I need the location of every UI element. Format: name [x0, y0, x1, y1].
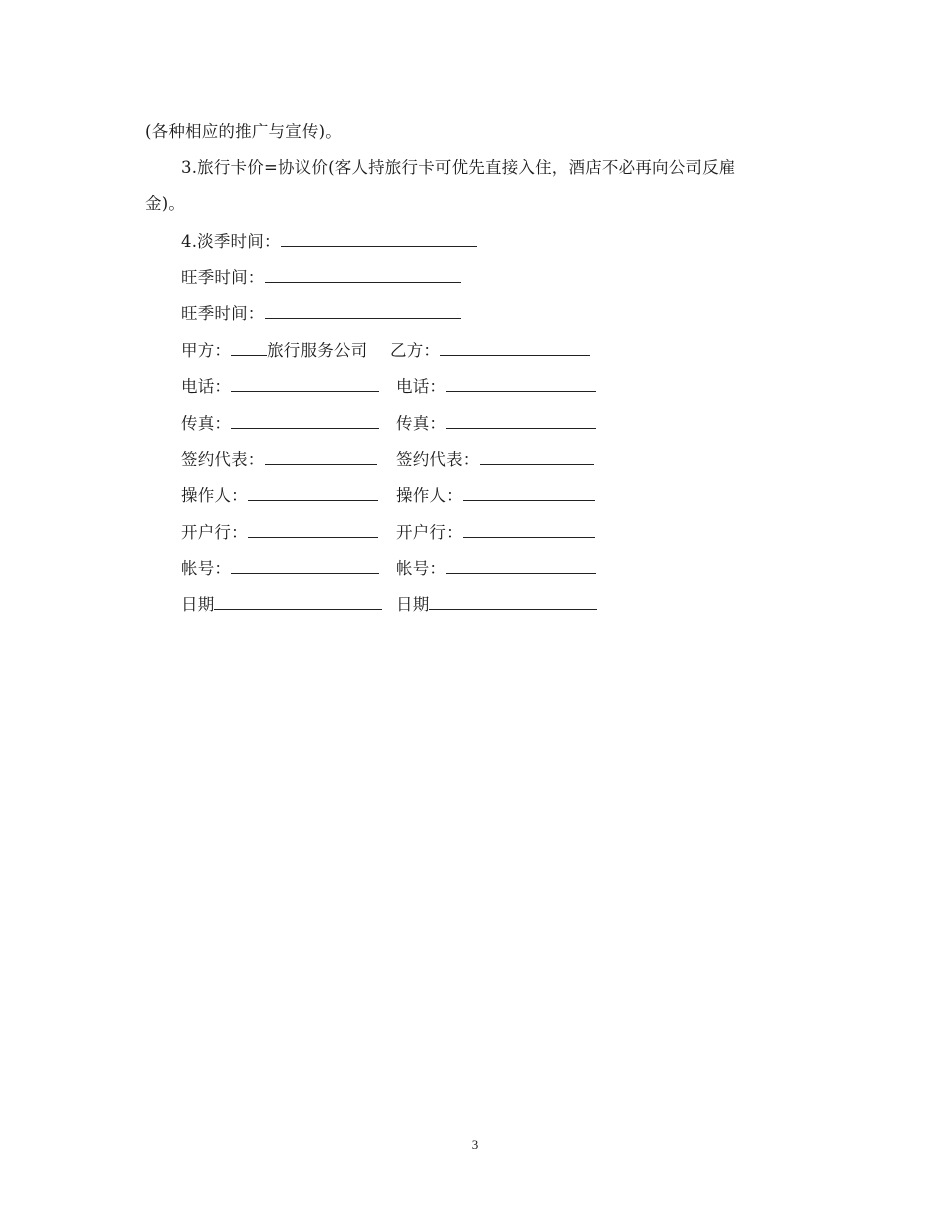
bank-b-label: 开户行： [396, 523, 463, 542]
off-season-row [181, 230, 477, 253]
account-a-field [181, 557, 379, 580]
date-a-field [181, 593, 382, 616]
party-a-field [181, 339, 367, 362]
off-season-label: 4.淡季时间： [181, 232, 281, 251]
party-b-blank[interactable] [440, 339, 590, 356]
item-3-text: 3.旅行卡价=协议价(客人持旅行卡可优先直接入住，酒店不必再向公司反雇 [181, 158, 736, 177]
phone-a-blank[interactable] [231, 375, 379, 392]
paragraph-text: (各种相应的推广与宣传)。 [145, 122, 342, 141]
account-a-blank[interactable] [231, 557, 379, 574]
date-a-label: 日期 [181, 595, 215, 614]
fax-a-field [181, 412, 379, 435]
page-number: 3 [471, 1137, 479, 1152]
phone-a-label: 电话： [181, 377, 232, 396]
operator-a-label: 操作人： [181, 486, 248, 505]
party-a-label: 甲方： [181, 341, 232, 360]
item-3-line-2 [145, 193, 185, 215]
bank-a-field [181, 521, 378, 544]
fax-b-blank[interactable] [446, 412, 596, 429]
peak-season-label: 旺季时间： [181, 304, 265, 323]
party-a-blank[interactable] [231, 339, 267, 356]
phone-a-field [181, 375, 379, 398]
bank-a-blank[interactable] [248, 521, 378, 538]
bank-a-label: 开户行： [181, 523, 248, 542]
date-b-label: 日期 [396, 595, 430, 614]
item-3-line-1 [181, 157, 736, 179]
peak-season-blank[interactable] [265, 266, 461, 283]
paragraph-continuation [145, 121, 342, 143]
phone-b-field [396, 375, 596, 398]
account-b-blank[interactable] [446, 557, 596, 574]
date-b-field [396, 593, 597, 616]
off-season-blank[interactable] [281, 230, 477, 247]
peak-season-blank[interactable] [265, 302, 461, 319]
phone-b-label: 电话： [396, 377, 447, 396]
fax-a-blank[interactable] [231, 412, 379, 429]
fax-a-label: 传真： [181, 414, 232, 433]
operator-b-field [396, 484, 595, 507]
account-a-label: 帐号： [181, 559, 232, 578]
representative-b-label: 签约代表： [396, 450, 480, 469]
fax-b-label: 传真： [396, 414, 447, 433]
representative-b-field [396, 448, 594, 471]
operator-a-blank[interactable] [248, 484, 378, 501]
party-a-suffix: 旅行服务公司 [267, 341, 368, 360]
representative-a-blank[interactable] [265, 448, 377, 465]
bank-b-field [396, 521, 595, 544]
operator-a-field [181, 484, 378, 507]
date-a-blank[interactable] [214, 593, 382, 610]
peak-season-row-1 [181, 266, 461, 289]
party-b-label: 乙方： [390, 341, 441, 360]
peak-season-label: 旺季时间： [181, 268, 265, 287]
bank-b-blank[interactable] [463, 521, 595, 538]
representative-a-field [181, 448, 377, 471]
fax-b-field [396, 412, 596, 435]
representative-b-blank[interactable] [480, 448, 594, 465]
operator-b-blank[interactable] [463, 484, 595, 501]
peak-season-row-2 [181, 302, 461, 325]
party-b-field [390, 339, 590, 362]
phone-b-blank[interactable] [446, 375, 596, 392]
operator-b-label: 操作人： [396, 486, 463, 505]
date-b-blank[interactable] [429, 593, 597, 610]
account-b-field [396, 557, 596, 580]
item-3-text-cont: 金)。 [145, 194, 186, 213]
representative-a-label: 签约代表： [181, 450, 265, 469]
account-b-label: 帐号： [396, 559, 447, 578]
